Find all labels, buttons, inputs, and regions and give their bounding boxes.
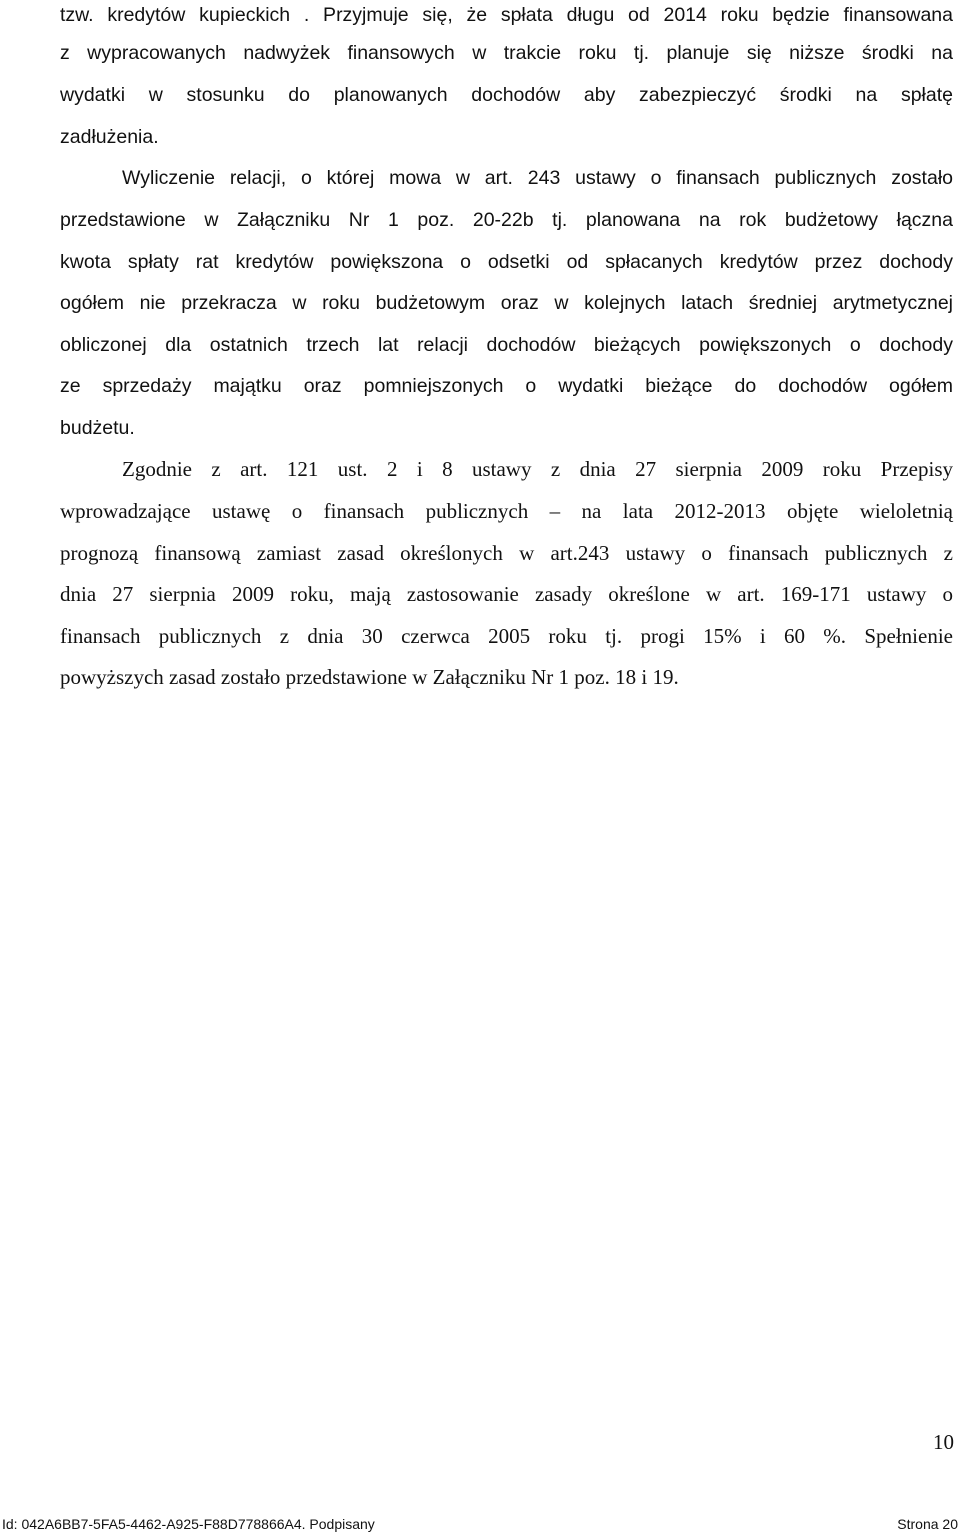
paragraph-line-3: wydatki w stosunku do planowanych dochodów aby zabezpieczyć środki na spłatę xyxy=(60,84,953,106)
paragraph-line-9: obliczonej dla ostatnich trzech lat relacji dochodów bieżących powiększonych o dochody xyxy=(60,334,953,356)
paragraph-line-8: ogółem nie przekracza w roku budżetowym oraz w kolejnych latach średniej arytmetycznej xyxy=(60,292,953,314)
paragraph-line-14: prognozą finansową zamiast zasad określonych w art.243 ustawy o finansach publicznych z xyxy=(60,541,953,565)
paragraph-line-10: ze sprzedaży majątku oraz pomniejszonych o wydatki bieżące do dochodów ogółem xyxy=(60,375,953,397)
paragraph-line-7: kwota spłaty rat kredytów powiększona o odsetki od spłacanych kredytów przez dochody xyxy=(60,251,953,273)
paragraph-line-15: dnia 27 sierpnia 2009 roku, mają zastosowanie zasady określone w art. 169-171 ustawy o xyxy=(60,582,953,606)
paragraph-line-2: z wypracowanych nadwyżek finansowych w trakcie roku tj. planuje się niższe środki na xyxy=(60,42,953,64)
footer-document-id: Id: 042A6BB7-5FA5-4462-A925-F88D778866A4. Podpisany xyxy=(2,1516,375,1532)
footer-page-label: Strona 20 xyxy=(897,1516,958,1532)
paragraph-line-12: Zgodnie z art. 121 ust. 2 i 8 ustawy z dnia 27 sierpnia 2009 roku Przepisy xyxy=(122,457,953,481)
paragraph-line-11: budżetu. xyxy=(60,417,135,439)
paragraph-line-17: powyższych zasad zostało przedstawione w Załączniku Nr 1 poz. 18 i 19. xyxy=(60,665,679,689)
paragraph-line-13: wprowadzające ustawę o finansach publicznych – na lata 2012-2013 objęte wieloletnią xyxy=(60,499,953,523)
paragraph-line-1: tzw. kredytów kupieckich . Przyjmuje się, że spłata długu od 2014 roku będzie finansowana xyxy=(60,4,953,26)
page-number: 10 xyxy=(933,1430,954,1454)
paragraph-line-4: zadłużenia. xyxy=(60,126,159,148)
paragraph-line-16: finansach publicznych z dnia 30 czerwca 2005 roku tj. progi 15% i 60 %. Spełnienie xyxy=(60,624,953,648)
paragraph-line-5: Wyliczenie relacji, o której mowa w art. 243 ustawy o finansach publicznych zostało xyxy=(122,167,953,189)
paragraph-line-6: przedstawione w Załączniku Nr 1 poz. 20-22b tj. planowana na rok budżetowy łączna xyxy=(60,209,953,231)
